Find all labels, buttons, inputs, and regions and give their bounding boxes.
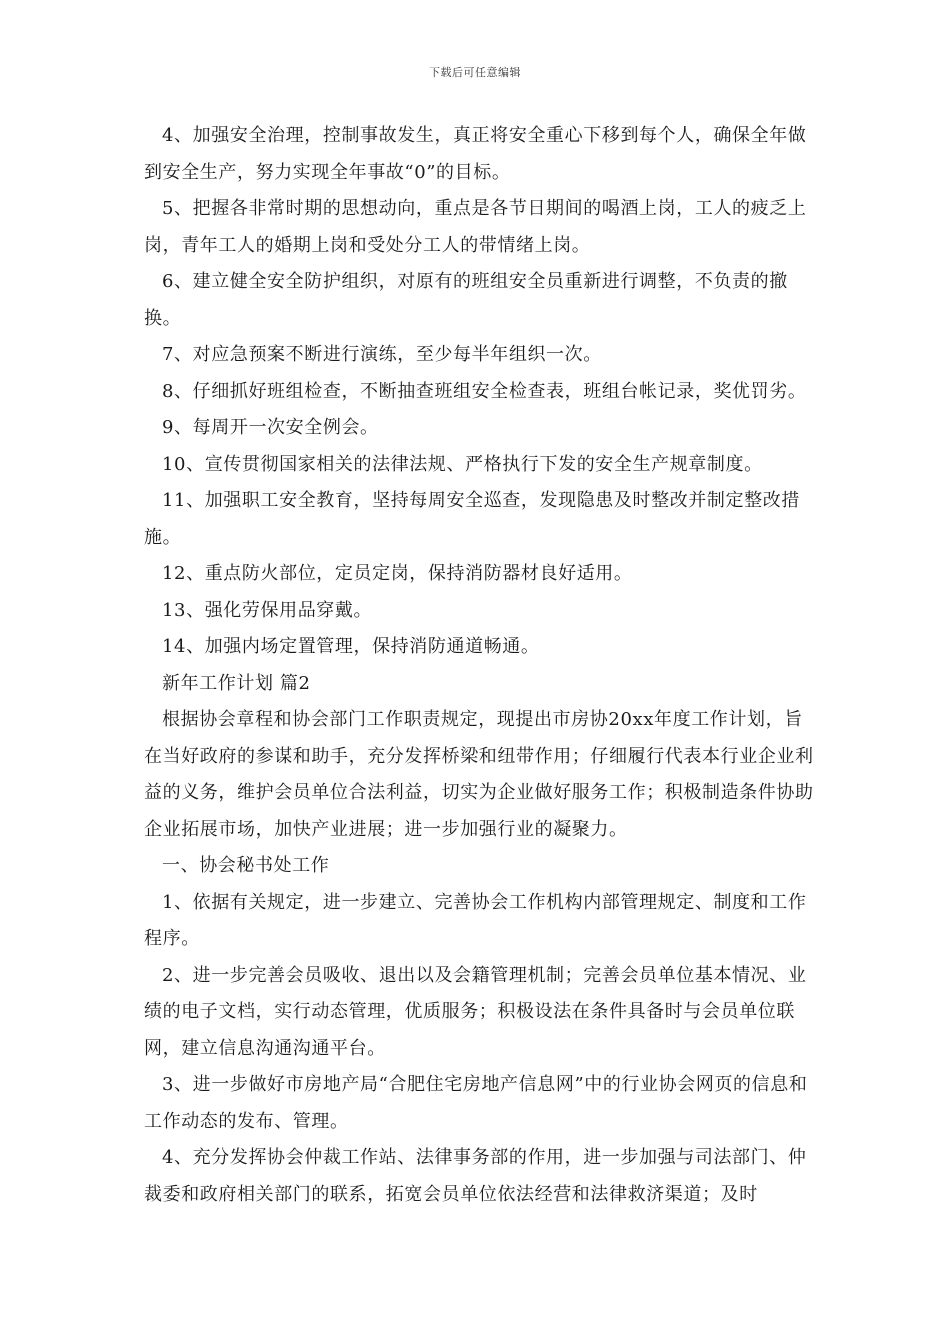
paragraph-item-11: 11、加强职工安全教育，坚持每周安全巡查，发现隐患及时整改并制定整改措施。 bbox=[144, 490, 800, 548]
document-body bbox=[144, 118, 816, 1213]
paragraph-item-5: 5、把握各非常时期的思想动向，重点是各节日期间的喝酒上岗，工人的疲乏上岗，青年工人的婚期上岗和受处分工人的带情绪上岗。 bbox=[144, 198, 807, 256]
paragraph-item-10: 10、宣传贯彻国家相关的法律法规、严格执行下发的安全生产规章制度。 bbox=[162, 453, 763, 475]
secretariat-item-3: 3、进一步做好市房地产局“合肥住宅房地产信息网”中的行业协会网页的信息和工作动态的发布、管理。 bbox=[144, 1074, 808, 1132]
paragraph-item-9: 9、每周开一次安全例会。 bbox=[162, 417, 379, 438]
paragraph-item-12: 12、重点防火部位，定员定岗，保持消防器材良好适用。 bbox=[162, 563, 633, 584]
paragraph-item-4: 4、加强安全治理，控制事故发生，真正将安全重心下移到每个人，确保全年做到安全生产，努力实现全年事故“0”的目标。 bbox=[144, 125, 807, 183]
secretariat-item-2: 2、进一步完善会员吸收、退出以及会籍管理机制；完善会员单位基本情况、业绩的电子文档，实行动态管理，优质服务；积极设法在条件具备时与会员单位联网，建立信息沟通沟通平台。 bbox=[144, 964, 807, 1059]
paragraph-item-6: 6、建立健全安全防护组织，对原有的班组安全员重新进行调整，不负责的撤换。 bbox=[144, 271, 788, 329]
secretariat-item-1: 1、依据有关规定，进一步建立、完善协会工作机构内部管理规定、制度和工作程序。 bbox=[144, 891, 807, 949]
intro-paragraph: 根据协会章程和协会部门工作职责规定，现提出市房协20xx年度工作计划，旨在当好政府的参谋和助手，充分发挥桥梁和纽带作用；仔细履行代表本行业企业利益的义务，维护会员单位合法利益，切实为企业做好服务工作；积极制造条件协助企业拓展市场，加快产业进展；进一步加强行业的凝聚力。 bbox=[144, 709, 814, 840]
subsection-heading: 一、协会秘书处工作 bbox=[162, 855, 330, 876]
paragraph-item-13: 13、强化劳保用品穿戴。 bbox=[162, 599, 373, 621]
secretariat-item-4: 4、充分发挥协会仲裁工作站、法律事务部的作用，进一步加强与司法部门、仲裁委和政府相关部门的联系，拓宽会员单位依法经营和法律救济渠道；及时 bbox=[144, 1147, 807, 1205]
paragraph-item-8: 8、仔细抓好班组检查，不断抽查班组安全检查表，班组台帐记录，奖优罚劣。 bbox=[162, 380, 807, 402]
paragraph-item-7: 7、对应急预案不断进行演练，至少每半年组织一次。 bbox=[162, 344, 602, 365]
paragraph-item-14: 14、加强内场定置管理，保持消防通道畅通。 bbox=[162, 636, 540, 657]
page-header: 下载后可任意编辑 bbox=[429, 66, 521, 79]
section-title: 新年工作计划 篇2 bbox=[162, 672, 311, 694]
